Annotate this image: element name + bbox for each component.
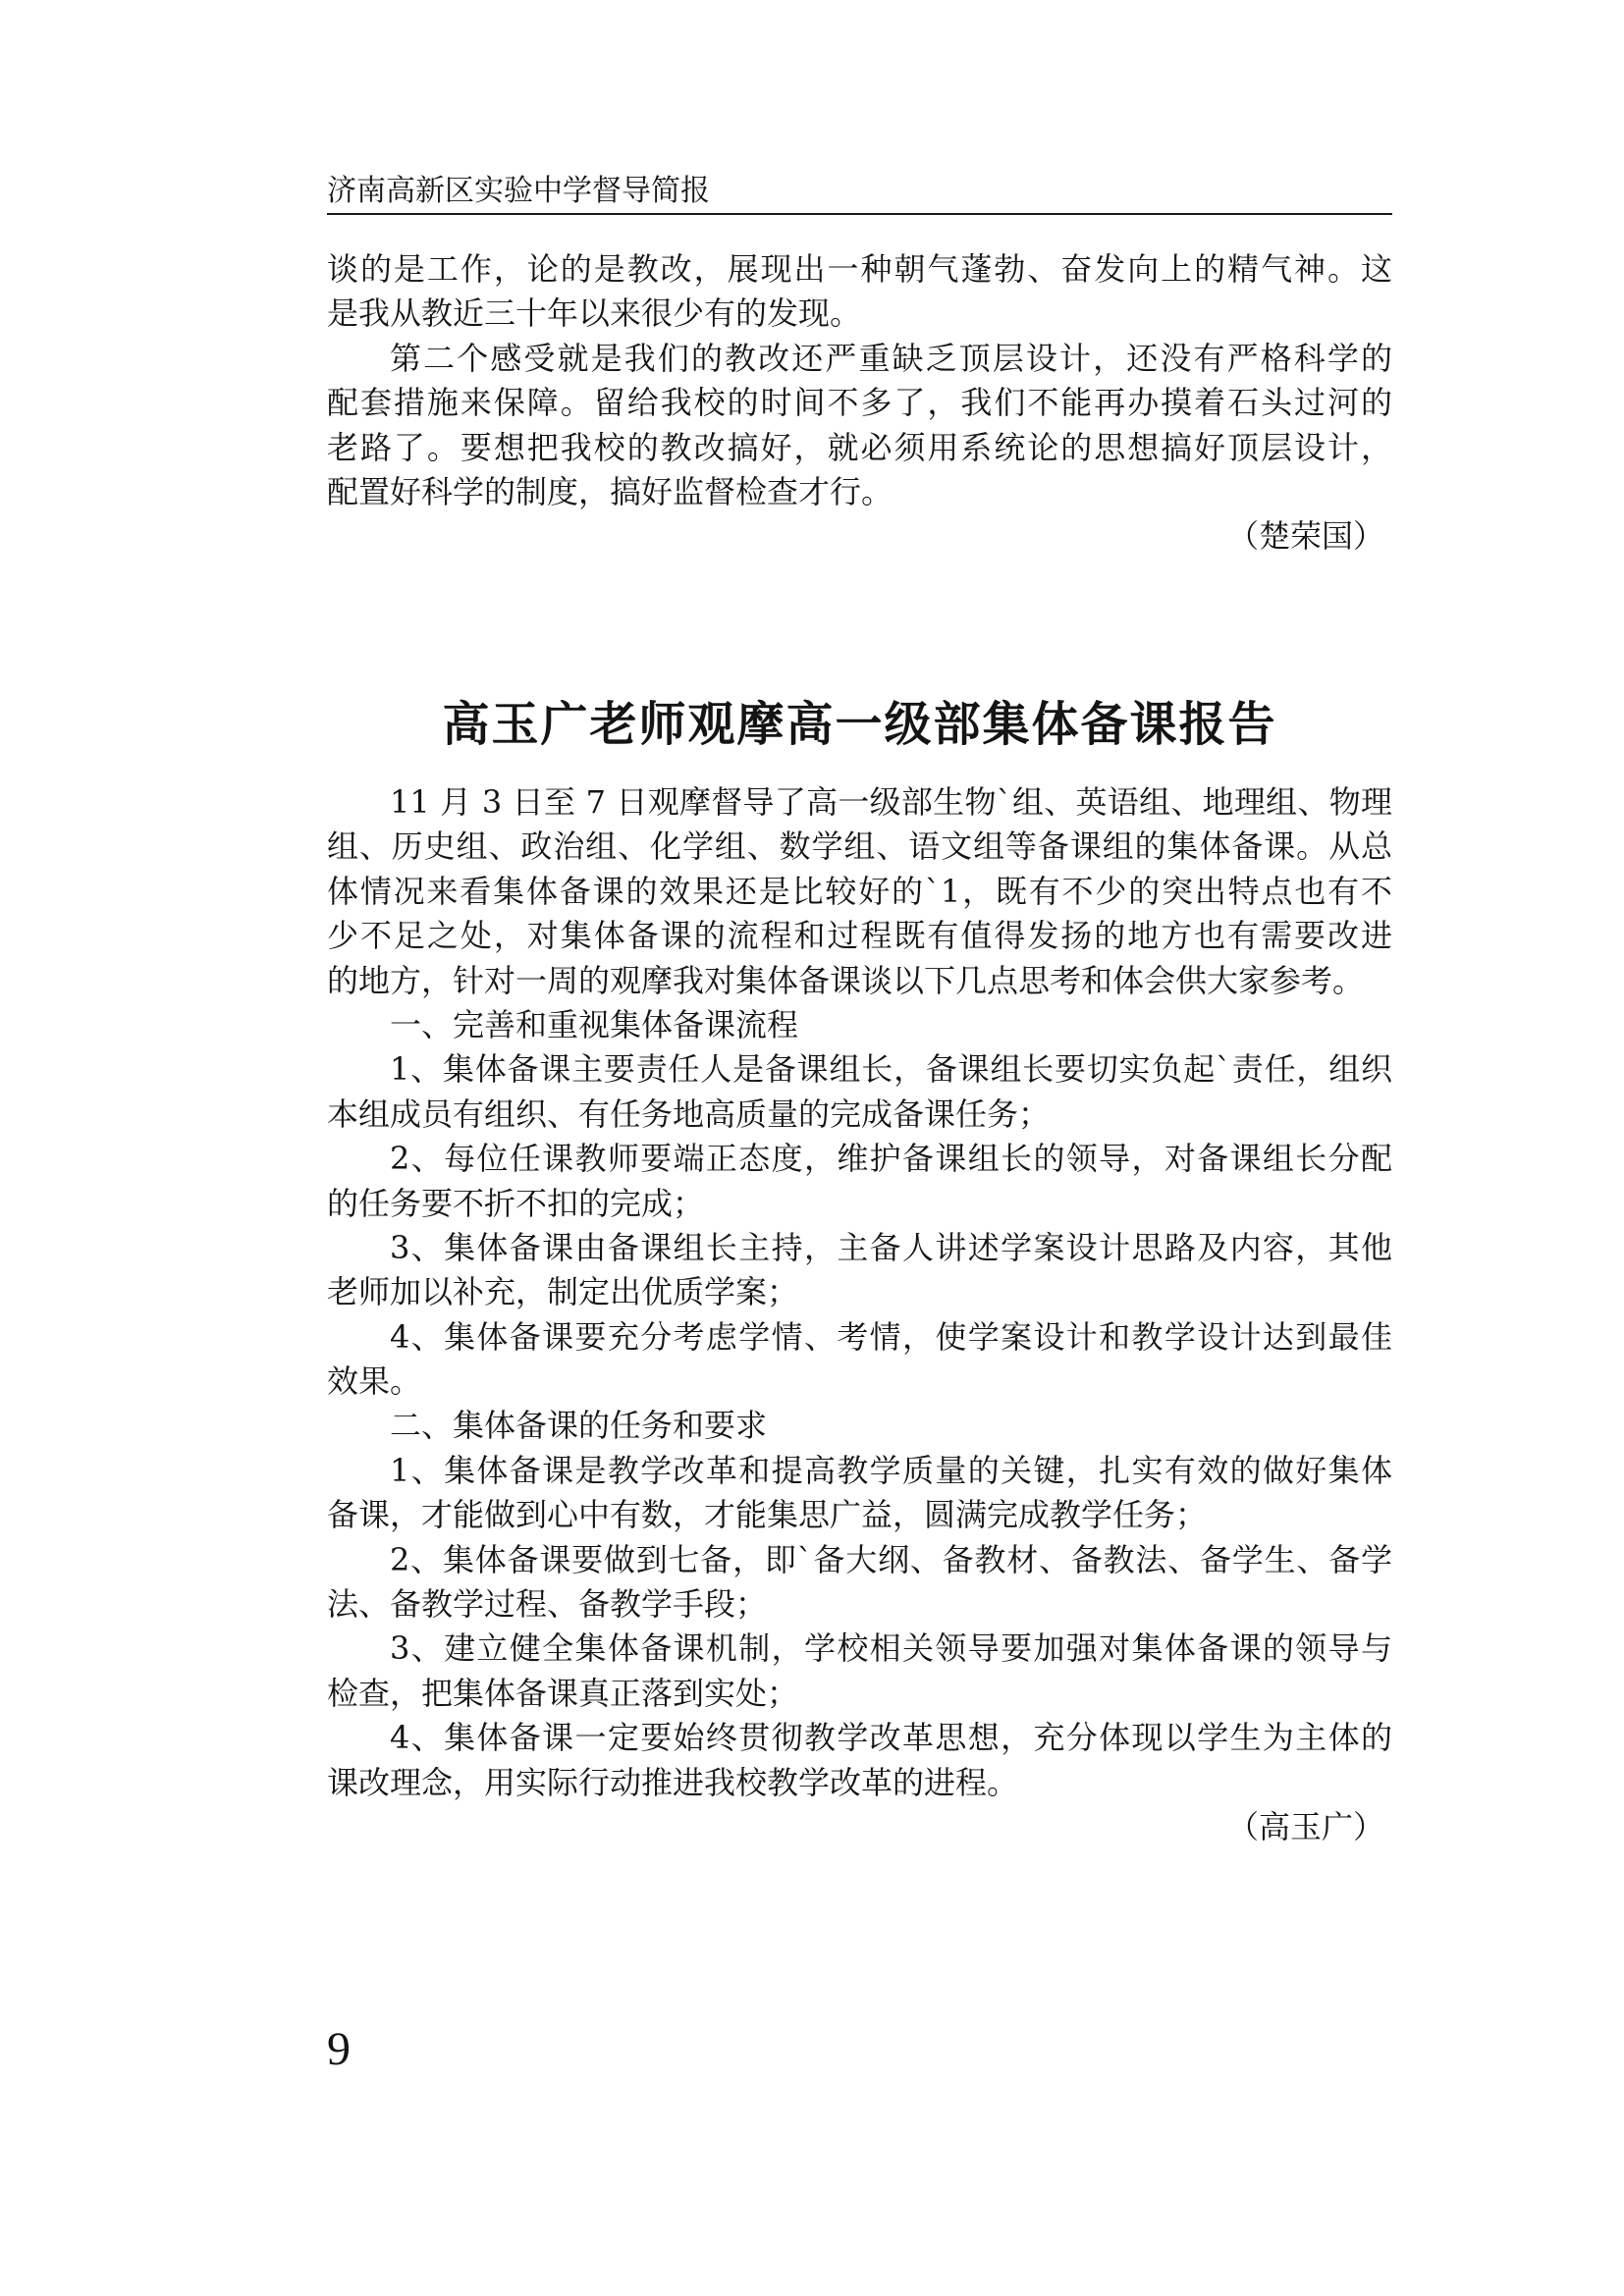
text-line: 的任务要不折不扣的完成；: [327, 1184, 705, 1222]
text-line: 1、集体备课是教学改革和提高教学质量的关键，扎实有效的做好集体: [390, 1451, 1392, 1489]
text-line: 3、集体备课由备课组长主持，主备人讲述学案设计思路及内容，其他: [390, 1228, 1392, 1266]
paragraph: [327, 247, 1392, 337]
text-line: 配套措施来保障。留给我校的时间不多了，我们不能再办摸着石头过河的: [327, 384, 1392, 422]
text-line: 本组成员有组织、有任务地高质量的完成备课任务；: [327, 1095, 1051, 1133]
list-item: [327, 1449, 1392, 1538]
text-line: 课改理念，用实际行动推进我校教学改革的进程。: [327, 1763, 1019, 1801]
text-line: 老师加以补充，制定出优质学案；: [327, 1273, 799, 1311]
text-line: 2、每位任课教师要端正态度，维护备课组长的领导，对备课组长分配: [390, 1140, 1392, 1178]
text-line: 老路了。要想把我校的教改搞好，就必须用系统论的思想搞好顶层设计，: [327, 428, 1392, 466]
list-item: [327, 1137, 1392, 1226]
text-line: 二、集体备课的任务和要求: [390, 1407, 768, 1445]
list-item: [327, 1538, 1392, 1628]
text-line: 2、集体备课要做到七备，即`备大纲、备教材、备教法、备学生、备学: [390, 1540, 1392, 1578]
text-line: 11 月 3 日至 7 日观摩督导了高一级部生物`组、英语组、地理组、物理: [390, 783, 1392, 821]
text-line: 4、集体备课要充分考虑学情、考情，使学案设计和教学设计达到最佳: [390, 1317, 1392, 1356]
paragraph: [327, 780, 1392, 1003]
section-heading: [327, 1404, 1392, 1448]
article-body: [327, 780, 1392, 1849]
list-item: [327, 1716, 1392, 1805]
running-header: 济南高新区实验中学督导简报: [327, 174, 710, 208]
text-line: 是我从教近三十年以来很少有的发现。: [327, 294, 862, 333]
text-line: 少不足之处，对集体备课的流程和过程既有值得发扬的地方也有需要改进: [327, 917, 1392, 955]
text-line: 备课，才能做到心中有数，才能集思广益，圆满完成教学任务；: [327, 1496, 1208, 1534]
text-line: 配置好科学的制度，搞好监督检查才行。: [327, 472, 893, 510]
text-line: 效果。: [327, 1362, 422, 1401]
text-line: 法、备教学过程、备教学手段；: [327, 1585, 768, 1624]
text-line: 第二个感受就是我们的教改还严重缺乏顶层设计，还没有严格科学的: [390, 339, 1392, 377]
list-item: [327, 1315, 1392, 1405]
text-line: 检查，把集体备课真正落到实处；: [327, 1674, 799, 1712]
paragraph: [327, 337, 1392, 515]
list-item: [327, 1627, 1392, 1716]
author-signature: （楚荣国）: [1226, 517, 1384, 556]
author-signature: （高玉广）: [1226, 1807, 1384, 1845]
page-number: 9: [327, 2023, 351, 2075]
text-line: 的地方，针对一周的观摩我对集体备课谈以下几点思考和体会供大家参考。: [327, 961, 1365, 999]
text-line: 组、历史组、政治组、化学组、数学组、语文组等备课组的集体备课。从总: [327, 828, 1392, 866]
article-title: 高玉广老师观摩高一级部集体备课报告: [442, 697, 1277, 752]
text-line: 一、完善和重视集体备课流程: [390, 1005, 799, 1043]
list-item: [327, 1047, 1392, 1137]
text-line: 1、集体备课主要责任人是备课组长，备课组长要切实负起`责任，组织: [390, 1050, 1392, 1089]
previous-article-continuation: [327, 247, 1392, 560]
text-line: 3、建立健全集体备课机制，学校相关领导要加强对集体备课的领导与: [390, 1629, 1392, 1668]
text-line: 体情况来看集体备课的效果还是比较好的`1，既有不少的突出特点也有不: [327, 872, 1392, 910]
list-item: [327, 1226, 1392, 1315]
text-line: 谈的是工作，论的是教改，展现出一种朝气蓬勃、奋发向上的精气神。这: [327, 250, 1392, 288]
header-rule: [327, 213, 1392, 215]
text-line: 4、集体备课一定要始终贯彻教学改革思想，充分体现以学生为主体的: [390, 1719, 1392, 1757]
section-heading: [327, 1003, 1392, 1047]
